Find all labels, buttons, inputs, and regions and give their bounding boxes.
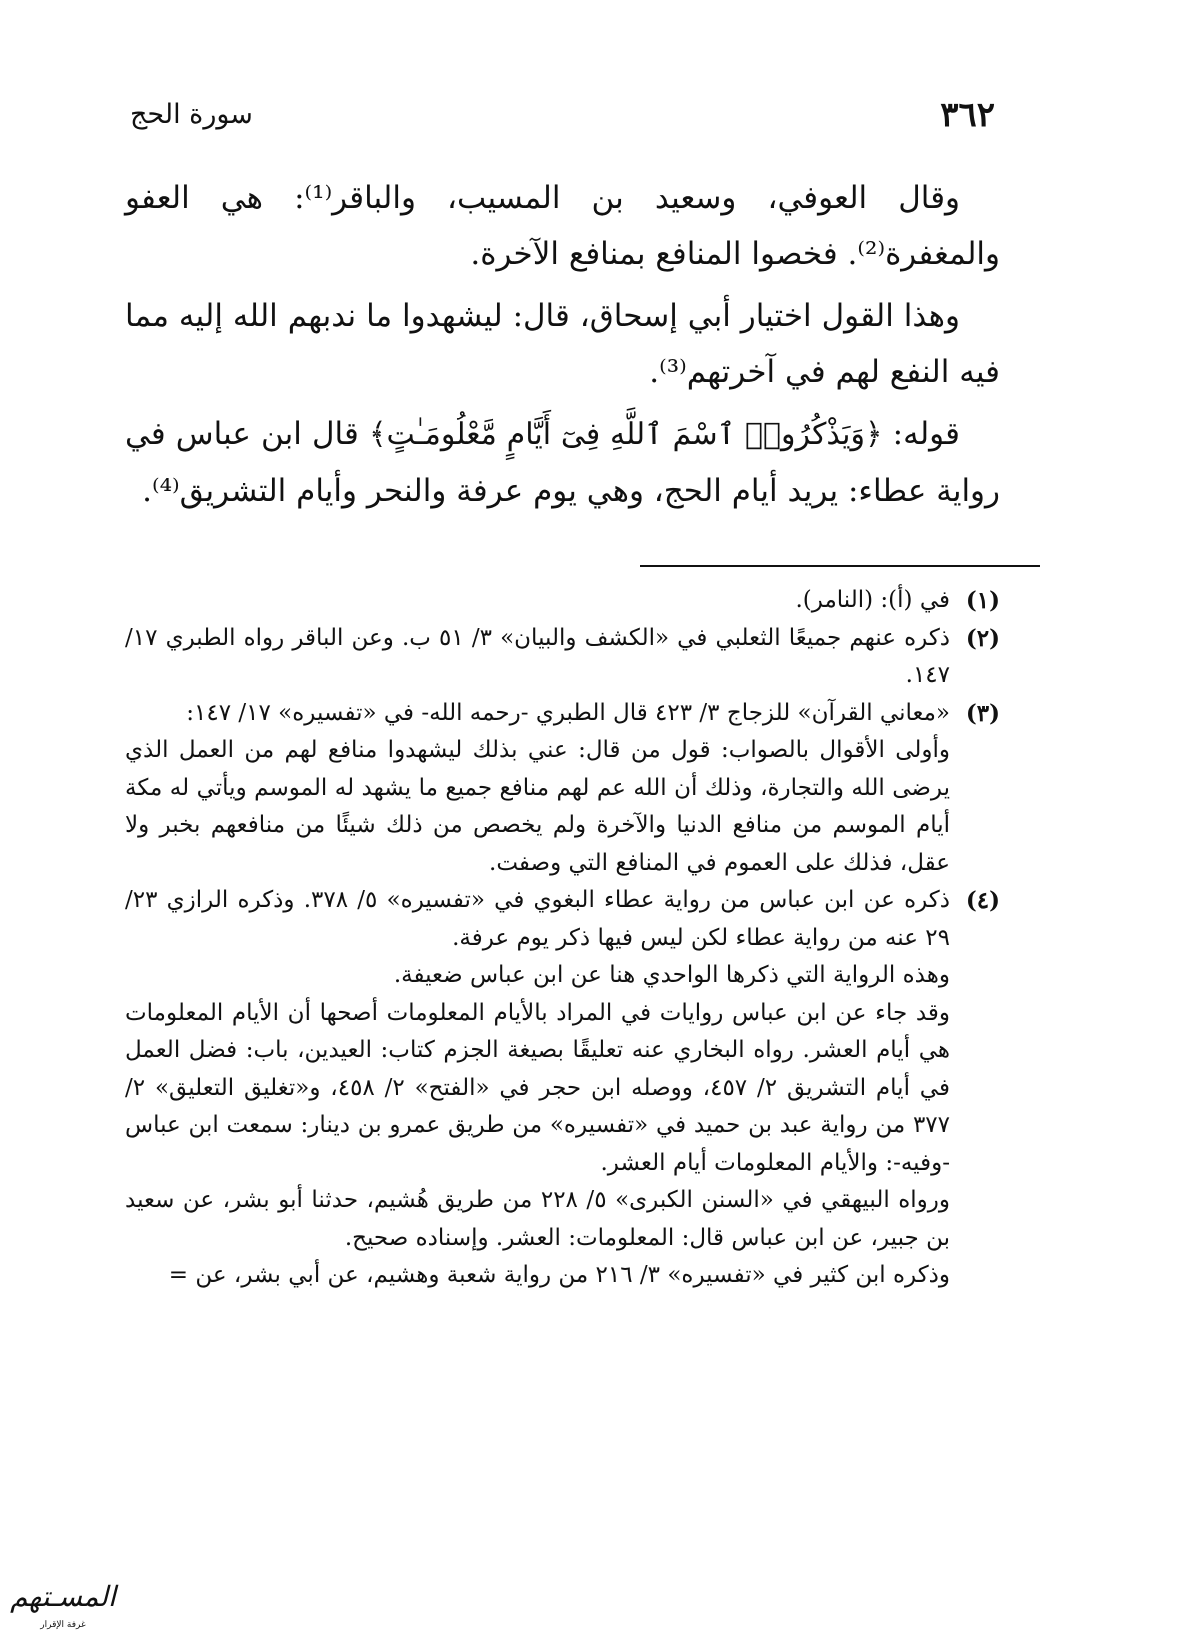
footnote-text: وهذه الرواية التي ذكرها الواحدي هنا عن ابن عباس ضعيفة. [393,962,950,988]
paragraph-3-body: قال ابن عباس في رواية عطاء: يريد أيام الحج، وهي يوم عرفة والنحر وأيام التشريق⁽⁴⁾. [125,416,1000,509]
footnote-number: (٤) [965,887,1000,914]
paragraph-2: وهذا القول اختيار أبي إسحاق، قال: ليشهدوا ما ندبهم الله إليه مما فيه النفع لهم في آخرتهم⁽³⁾. [125,298,1000,390]
stamp-subtext: غرفة الإقرار [40,1620,86,1630]
page-number: ٣٦٢ [940,95,995,135]
footnote-text: ذكره عن ابن عباس من رواية عطاء البغوي في «تفسيره» ٥/ ٣٧٨. وذكره الرازي ٢٣/ ٢٩ عنه من رواية عطاء لكن ليس فيها ذكر يوم عرفة. [125,887,950,951]
footnote-number: (١) [965,587,1000,614]
footnote-text: وأولى الأقوال بالصواب: قول من قال: عني بذلك ليشهدوا منافع لهم من العمل الذي يرضى الله والتجارة، وذلك أن الله عم لهم منافع جميع ما يشهد له الموسم ويأتي له مكة أيام الموسم من منافع الدنيا والآخرة ولم يخصص من ذلك شيئًا من منافعهم بخبر ولا عقل، فذلك على العموم في المنافع التي وصفت. [125,737,950,876]
main-text [125,170,1000,525]
footnote-text: وقد جاء عن ابن عباس روايات في المراد بالأيام المعلومات أصحها أن الأيام المعلومات هي أيام العشر. رواه البخاري عنه تعليقًا بصيغة الجزم كتاب: العيدين، باب: فضل العمل في أيام التشريق ٢/ ٤٥٧، ووصله ابن حجر في «الفتح» ٢/ ٤٥٨، و«تغليق التعليق» ٢/ ٣٧٧ من رواية عبد بن حميد في «تفسيره» من طريق عمرو بن دينار: سمعت ابن عباس -وفيه-: والأيام المعلومات أيام العشر. [125,999,950,1176]
footnote-3 [125,695,1000,883]
footnote-text: في (أ): (النامر). [795,587,950,613]
quran-verse: ﴿وَيَذْكُرُوا۟ ٱسْمَ ٱللَّهِ فِىٓ أَيَّامٍ مَّعْلُومَـٰتٍ﴾ [368,417,883,452]
library-stamp-logo [8,1580,118,1638]
footnote-number: (٢) [965,624,1000,652]
footnotes [125,582,1000,1295]
footnote-number: (٣) [965,699,1000,727]
footnote-text: ذكره عنهم جميعًا الثعلبي في «الكشف والبيان» ٣/ ٥١ ب. وعن الباقر رواه الطبري ١٧/ ١٤٧. [125,624,951,688]
footnote-text: ورواه البيهقي في «السنن الكبرى» ٥/ ٢٢٨ من طريق هُشيم، حدثنا أبو بشر، عن سعيد بن جبير، عن ابن عباس قال: المعلومات: العشر. وإسناده صحيح. [125,1187,950,1251]
footnote-4 [125,882,1000,1295]
paragraph-3-intro: قوله: [882,416,961,452]
paragraph-3 [125,406,1000,519]
footnote-2 [125,620,1000,695]
footnote-text: وذكره ابن كثير في «تفسيره» ٣/ ٢١٦ من رواية شعبة وهشيم، عن أبي بشر، عن = [168,1262,950,1288]
footnote-separator [640,565,1040,567]
stamp-text: المسـتهم [10,1580,116,1613]
surah-title: سورة الحج [130,99,253,130]
footnote-text: «معاني القرآن» للزجاج ٣/ ٤٢٣ قال الطبري -رحمه الله- في «تفسيره» ١٧/ ١٤٧: [186,699,950,726]
paragraph-1: وقال العوفي، وسعيد بن المسيب، والباقر⁽¹⁾: هي العفو والمغفرة⁽²⁾. فخصوا المنافع بمنافع الآخرة. [125,180,1000,272]
running-header [130,95,995,145]
footnote-1 [125,582,1000,620]
